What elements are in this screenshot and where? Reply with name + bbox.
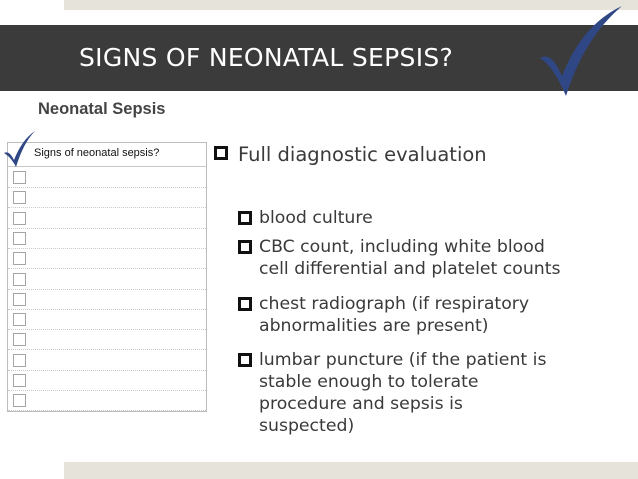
checklist-row <box>8 370 206 391</box>
main-bullet: Full diagnostic evaluation <box>238 143 487 166</box>
sub-bullet-line: lumbar puncture (if the patient is <box>259 350 547 370</box>
sub-bullet-line: procedure and sepsis is <box>259 394 463 414</box>
checkbox[interactable] <box>13 191 26 204</box>
checkbox[interactable] <box>13 252 26 265</box>
bullet-square-icon <box>214 146 228 160</box>
checkbox[interactable] <box>13 333 26 346</box>
checkbox[interactable] <box>13 354 26 367</box>
checklist-form <box>7 142 207 412</box>
sub-bullet-line: stable enough to tolerate <box>259 372 479 392</box>
checklist-question: Signs of neonatal sepsis? <box>34 147 160 159</box>
checkmark-icon <box>2 129 36 169</box>
sub-bullet-line: CBC count, including white blood <box>259 237 545 257</box>
bullet-square-icon <box>238 353 252 367</box>
checklist-row <box>8 329 206 350</box>
bottom-decor-strip <box>64 462 638 479</box>
checklist-header <box>8 143 206 167</box>
checkbox[interactable] <box>13 374 26 387</box>
bullet-square-icon <box>238 240 252 254</box>
checklist-row <box>8 187 206 208</box>
checkbox[interactable] <box>13 232 26 245</box>
checklist-row <box>8 167 206 188</box>
sub-bullet-line: blood culture <box>259 208 373 228</box>
checkbox[interactable] <box>13 212 26 225</box>
sub-bullet-line: abnormalities are present) <box>259 316 489 336</box>
sub-bullet-line: chest radiograph (if respiratory <box>259 294 530 314</box>
sub-bullet-line: suspected) <box>259 416 355 436</box>
checklist-row <box>8 289 206 310</box>
checklist-row <box>8 390 206 411</box>
checkmark-icon <box>532 4 628 100</box>
checklist-row <box>8 309 206 330</box>
neonatal-sepsis-image <box>0 92 208 412</box>
bullet-square-icon <box>238 211 252 225</box>
slide-title: SIGNS OF NEONATAL SEPSIS? <box>79 43 454 72</box>
checkbox[interactable] <box>13 293 26 306</box>
checklist-row <box>8 208 206 229</box>
checkbox[interactable] <box>13 171 26 184</box>
panel-heading: Neonatal Sepsis <box>38 100 166 118</box>
checkbox[interactable] <box>13 313 26 326</box>
checkbox[interactable] <box>13 273 26 286</box>
checklist-row <box>8 269 206 290</box>
checklist-row <box>8 350 206 371</box>
bullet-square-icon <box>238 297 252 311</box>
checklist-row <box>8 248 206 269</box>
checkbox[interactable] <box>13 394 26 407</box>
checklist-row <box>8 228 206 249</box>
sub-bullet-line: cell differential and platelet counts <box>259 259 561 279</box>
